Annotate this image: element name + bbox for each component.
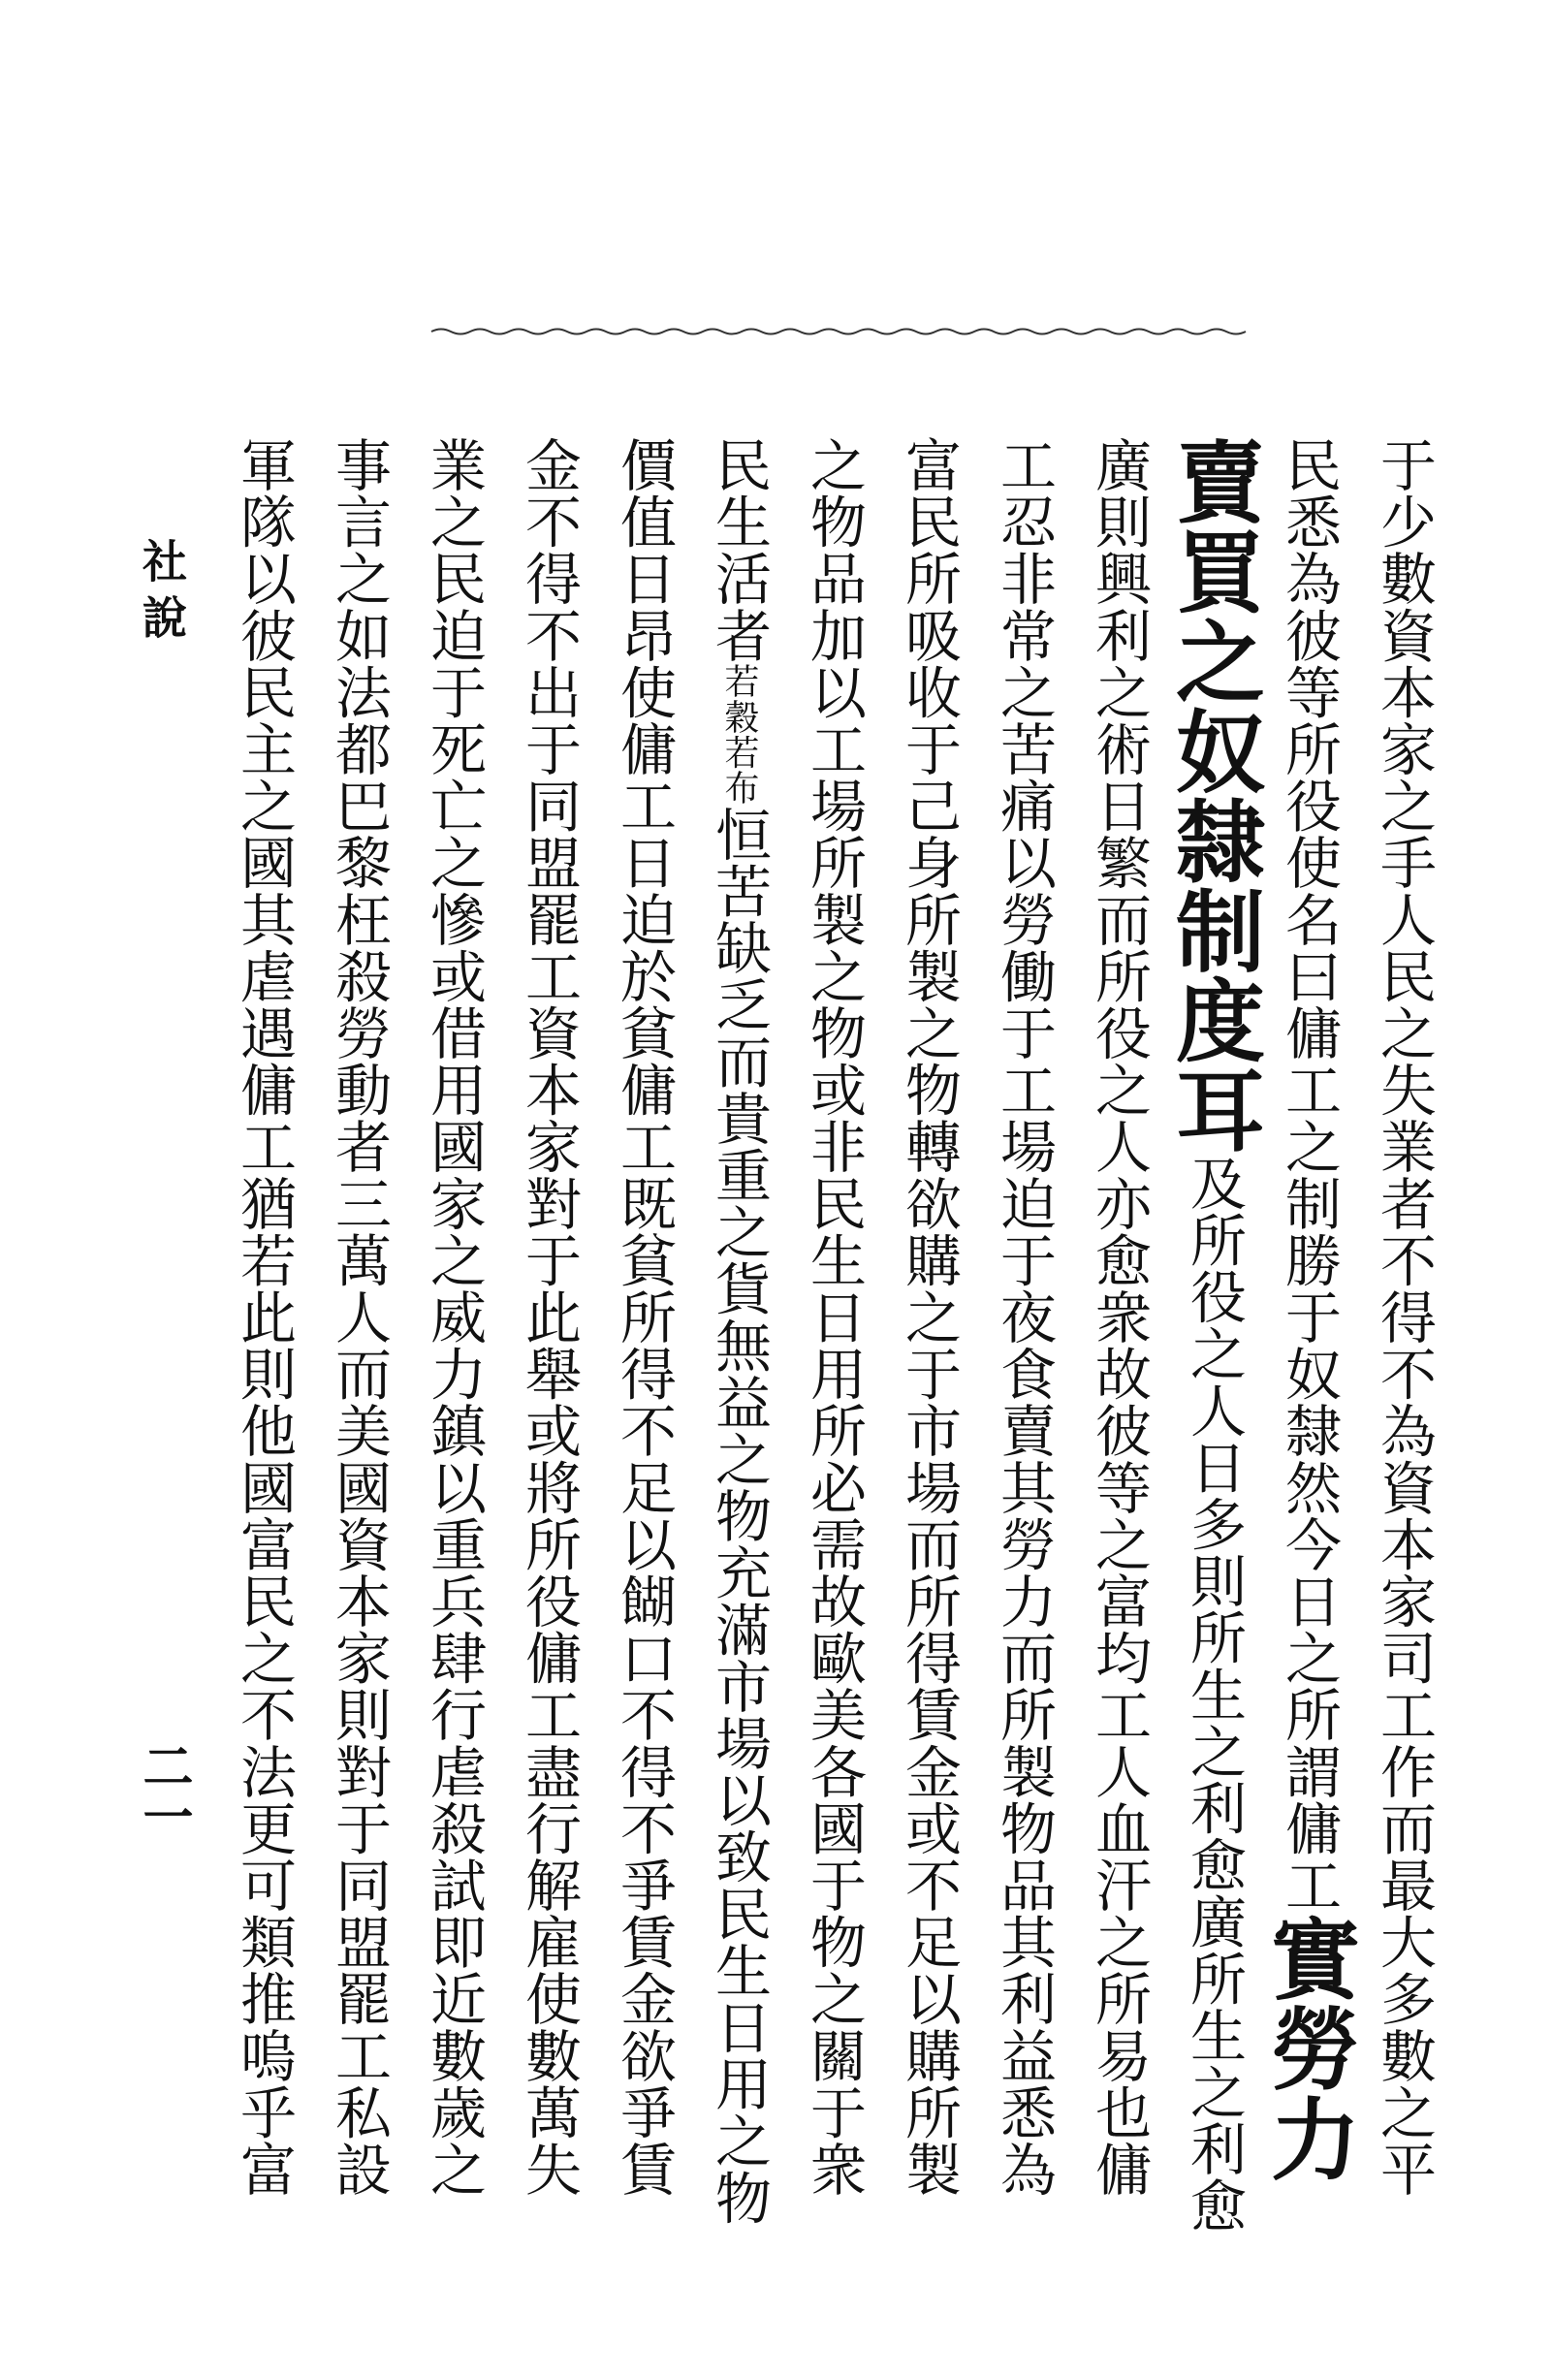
column-text: 及所役之人日多則所生之利愈廣所生之利愈 bbox=[1181, 1154, 1247, 2235]
text-column-4 bbox=[1073, 436, 1164, 2198]
column-text: 事言之如法都巴黎枉殺勞動者三萬人而美國資本家則對于同盟罷工私設 bbox=[326, 436, 392, 2198]
text-column-11 bbox=[408, 436, 499, 2198]
column-text: 于少數資本家之手人民之失業者不得不為資本家司工作而最大多數之平 bbox=[1371, 436, 1437, 2198]
column-text: 之物品加以工場所製之物或非民生日用所必需故歐美各國于物之關于衆 bbox=[801, 436, 867, 2198]
text-column-10 bbox=[503, 436, 594, 2198]
emphasized-text: 實勞力 bbox=[1256, 1913, 1361, 2183]
page-number: 二一 bbox=[134, 1740, 193, 1841]
inline-note: 若穀若布 bbox=[719, 663, 759, 806]
column-text: 廣則興利之術日繁而所役之人亦愈衆故彼等之富均工人血汗之所易也傭 bbox=[1086, 436, 1152, 2198]
text-column-12 bbox=[313, 436, 404, 2198]
text-column-3 bbox=[1161, 436, 1266, 2235]
text-column-13 bbox=[218, 436, 309, 2198]
body-text bbox=[218, 436, 1449, 2235]
column-text: 民生活者 bbox=[706, 436, 772, 664]
column-text: 富民所吸收于己身所製之物轉欲購之于市場而所得賃金或不足以購所製 bbox=[896, 436, 962, 2198]
text-column-8 bbox=[693, 436, 784, 2226]
emphasized-text: 賣買之奴隸制度耳 bbox=[1161, 436, 1266, 1155]
column-text: 業之民迫于死亡之慘或借用國家之威力鎮以重兵肆行虐殺試即近數歲之 bbox=[421, 436, 487, 2198]
text-column-2 bbox=[1256, 436, 1361, 2183]
top-decorative-rule bbox=[431, 325, 1255, 338]
text-column-1 bbox=[1358, 436, 1449, 2198]
text-column-9 bbox=[598, 436, 689, 2198]
text-column-6 bbox=[883, 436, 974, 2198]
column-text: 民悉為彼等所役使名曰傭工之制勝于奴隸然今日之所謂傭工 bbox=[1276, 436, 1342, 1914]
column-text: 金不得不出于同盟罷工資本家對于此舉或將所役傭工盡行解雇使數萬失 bbox=[516, 436, 582, 2198]
section-label: 社說 bbox=[136, 538, 188, 651]
text-column-5 bbox=[978, 436, 1069, 2198]
column-text: 價值日昂使傭工日迫於貧傭工既貧所得不足以餬口不得不爭賃金欲爭賃 bbox=[611, 436, 677, 2198]
column-text: 工忍非常之苦痛以勞働于工場迫于夜食賣其勞力而所製物品其利益悉為 bbox=[991, 436, 1057, 2198]
column-text: 恒苦缺乏而貴重之貨無益之物充滿市場以致民生日用之物 bbox=[706, 805, 772, 2226]
text-column-7 bbox=[788, 436, 879, 2198]
column-text: 軍隊以彼民主之國其虐遇傭工猶若此則他國富民之不法更可類推嗚乎富 bbox=[231, 436, 297, 2198]
